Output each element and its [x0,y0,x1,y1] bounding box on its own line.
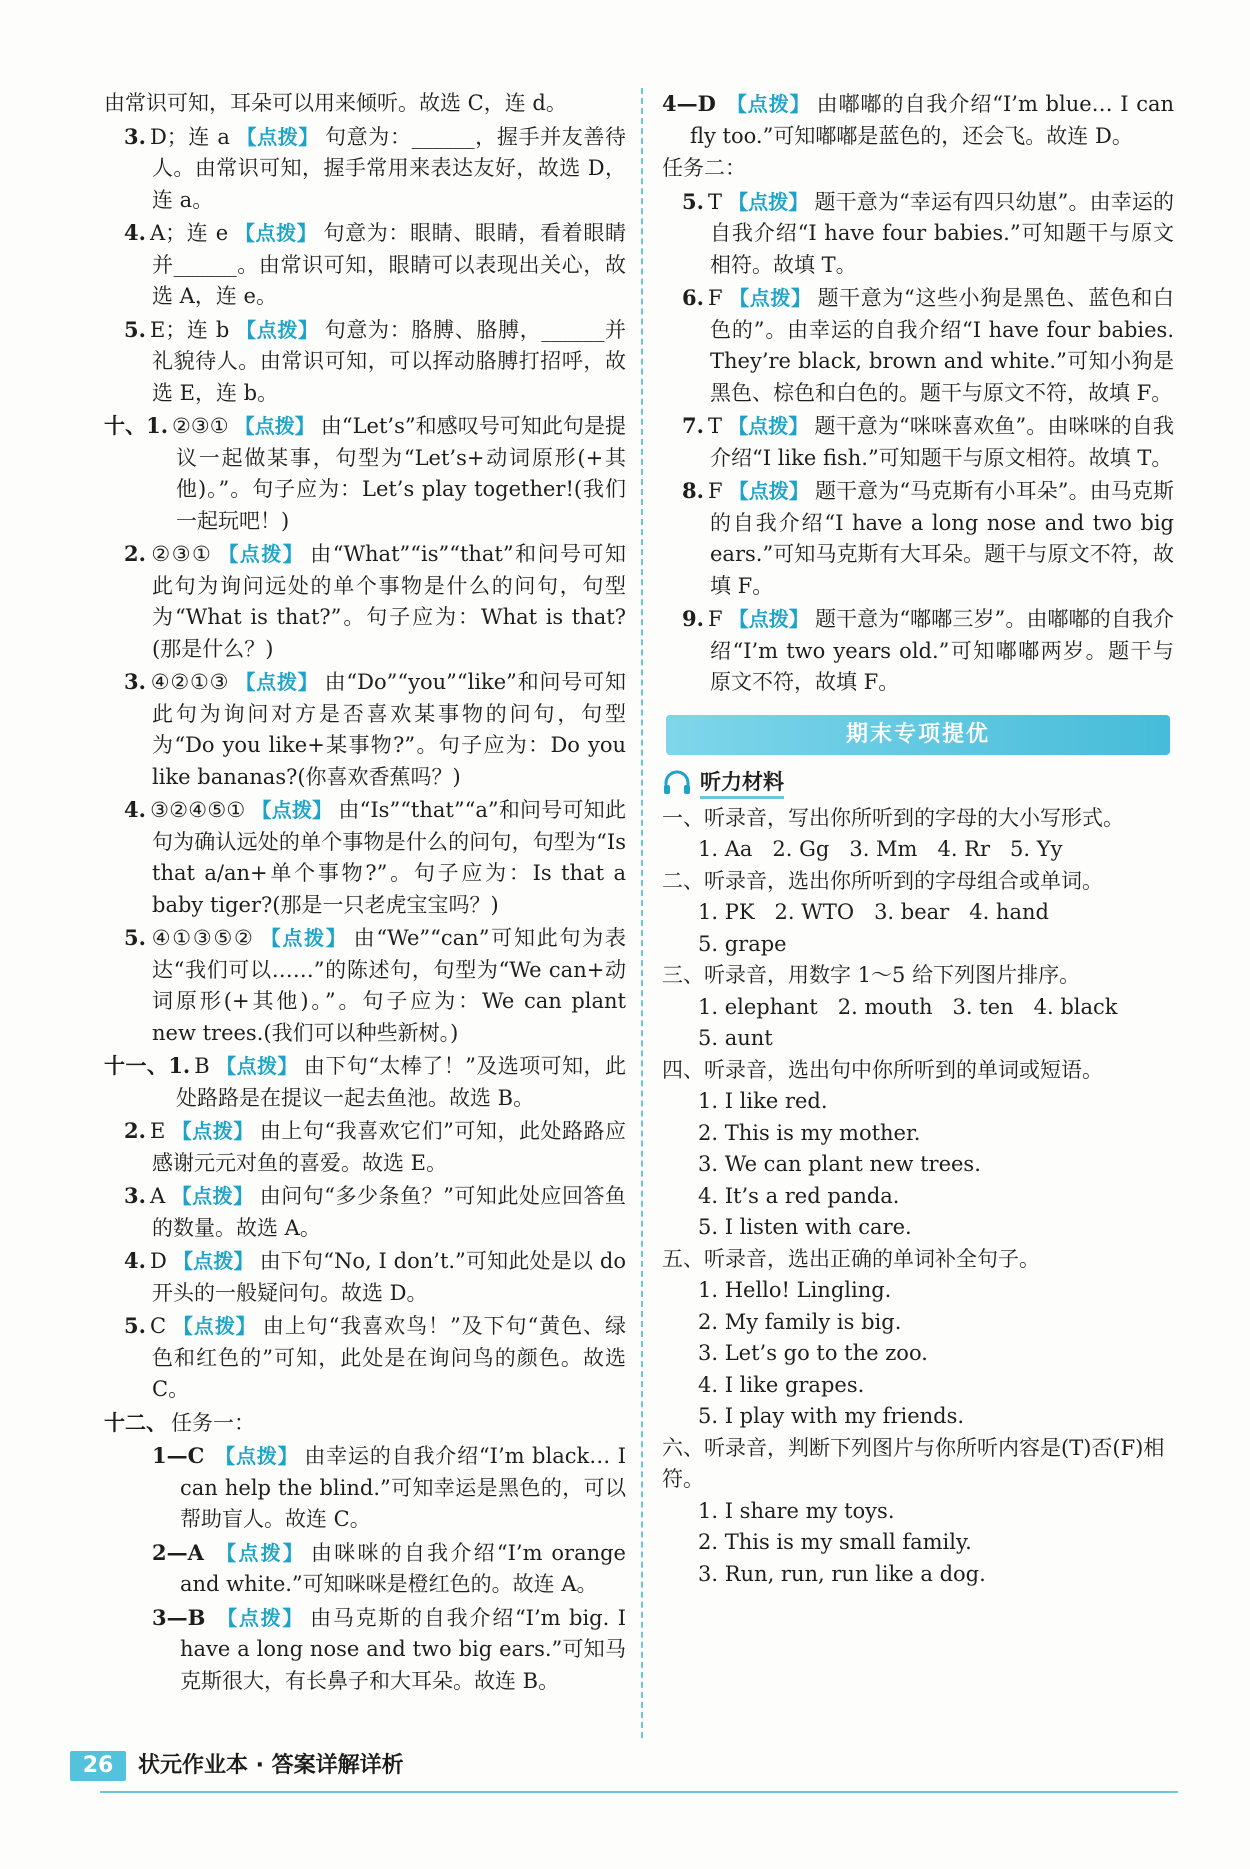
answer-item [682,603,1174,699]
listening-item: 5. I listen with care. [698,1215,912,1239]
answer-choice: 由常识可知，耳朵可以用来倾听。故选 C，连 d。 [104,91,567,115]
listening-item: 1. elephant [698,994,818,1019]
answer-item [682,475,1174,602]
listening-row [698,897,1174,929]
page-number: 26 [70,1751,126,1781]
listening-row [698,1401,1174,1433]
listening-item: 3. Let’s go to the zoo. [698,1341,928,1365]
hint-tag: 【点拨】 [235,317,319,342]
hint-tag: 【点拨】 [215,1054,298,1078]
answer-number: 5. [124,316,146,342]
answer-item [682,282,1174,409]
answer-choice: F [707,607,723,631]
hint-tag: 【点拨】 [171,1184,254,1208]
answer-number: 3. [124,669,146,694]
answer-item [682,186,1174,282]
listening-section-heading: 三、听录音，用数字 1～5 给下列图片排序。 [662,963,1081,987]
listening-section-heading: 一、听录音，写出你所听到的字母的大小写形式。 [662,805,1124,830]
hint-tag: 【点拨】 [727,414,809,438]
answer-number: 5. [124,1313,146,1338]
listening-item: 2. This is my small family. [698,1530,972,1554]
column-divider [641,88,643,1738]
listening-row [698,1496,1174,1528]
answer-item [124,121,626,217]
listening-row [698,1149,1174,1181]
answer-item [662,88,1174,152]
listening-row [698,834,1174,866]
answer-choice: C [149,1314,167,1338]
listening-item: 3. Run, run, run like a dog. [698,1561,986,1586]
answer-explanation: 题干意为“嘟嘟三岁”。由嘟嘟的自我介绍“I’m two years old.”可知嘟嘟两岁。题干与原文不符，故填 F。 [710,607,1175,694]
listening-item: 2. WTO [774,900,855,924]
listening-item: 4. It’s a red panda. [698,1183,900,1208]
answer-choice: ②③① [172,414,229,438]
answer-item [152,1602,626,1698]
headphone-icon [662,770,692,796]
hint-tag: 【点拨】 [234,414,315,438]
answer-item [104,88,626,120]
answer-number: 6. [682,285,704,310]
answer-explanation: 由“What”“is”“that”和问号可知此句为询问远处的单个事物是什么的问句，句型为“What is that?”。句子应为：What is that?(那是什么？) [152,542,626,661]
answer-explanation: 题干意为“幸运有四只幼崽”。由幸运的自我介绍“I have four babies.”可知题干与原文相符。故填 T。 [710,189,1174,277]
hint-tag: 【点拨】 [727,189,809,214]
answer-explanation: 由下句“太棒了！”及选项可知，此处路路是在提议一起去鱼池。故选 B。 [176,1054,626,1110]
listening-row [698,992,1174,1024]
listening-row [698,1370,1174,1402]
answer-number: 9. [682,606,704,631]
answer-explanation: 由“We”“can”可知此句为表达“我们可以……”的陈述句，句型为“We can+动词原形(+其他)。”。句子应为：We can plant new trees.(我们可以种些新树。) [152,926,626,1045]
answer-item [152,1537,626,1601]
right-column [662,88,1174,1590]
listening-row [698,1307,1174,1339]
listening-item: 1. PK [698,900,755,924]
listening-item: 2. mouth [837,994,933,1019]
answer-explanation: 由“Let’s”和感叹号可知此句是提议一起做某事，句型为“Let’s+动词原形(+其他)。”。句子应为：Let’s play together!(我们一起玩吧！) [176,414,626,533]
listening-item: 2. My family is big. [698,1309,902,1334]
hint-tag: 【点拨】 [213,1540,306,1565]
listening-item: 3. Mm [849,837,918,861]
answer-number: 2. [124,541,146,566]
answer-item [682,410,1174,474]
listening-row [698,1527,1174,1559]
listening-section-heading: 二、听录音，选出你所听到的字母组合或单词。 [662,868,1103,893]
listening-row [698,1212,1174,1244]
listening-item: 1. I like red. [698,1089,828,1113]
answer-item [124,922,626,1049]
answer-item [104,1050,626,1114]
listening-row [698,1338,1174,1370]
answer-choice: ③②④⑤① [149,798,246,822]
listening-row [698,1275,1174,1307]
hint-tag: 【点拨】 [728,286,812,310]
hint-tag: 【点拨】 [728,607,809,631]
hint-tag: 【点拨】 [172,1314,257,1338]
hint-tag: 【点拨】 [171,1119,254,1143]
answer-item [104,410,626,537]
answer-number: 十、1. [104,413,169,438]
listening-row [698,1023,1174,1055]
listening-row [698,1559,1174,1591]
listening-item: 1. Aa [698,837,753,861]
book-title: 状元作业本 · 答案详解详析 [138,1753,404,1778]
answer-explanation: 由马克斯的自我介绍“I’m big. I have a long nose and two big ears.”可知马克斯很大，有长鼻子和大耳朵。故连 B。 [180,1605,627,1693]
answer-choice: T [707,189,722,214]
listening-title: 听力材料 [700,766,784,799]
answer-item [152,1440,626,1536]
left-column [104,88,626,1698]
answer-explanation: 句意为：胳膊、胳膊，______并礼貌待人。由常识可知，可以挥动胳膊打招呼，故选 E，连 b。 [152,317,627,405]
answer-choice: 任务二： [662,156,746,180]
hint-tag: 【点拨】 [214,1444,299,1468]
answer-explanation: 由上句“我喜欢它们”可知，此处路路应感谢元元对鱼的喜爱。故选 E。 [152,1119,626,1175]
answer-choice: A；连 e [149,221,229,245]
listening-item: 4. I like grapes. [698,1372,865,1397]
answer-item [124,1310,626,1406]
answer-number: 4. [124,220,146,245]
hint-tag: 【点拨】 [172,1249,254,1273]
listening-item: 2. Gg [772,837,830,861]
answer-number: 5. [682,188,704,214]
answer-item [124,794,626,921]
answer-number: 3. [124,123,146,149]
answer-explanation: 句意为：______，握手并友善待人。由常识可知，握手常用来表达友好，故选 D，连 a。 [152,124,627,212]
answer-item [124,217,626,313]
answer-item [124,666,626,793]
answer-number: 十一、1. [104,1053,191,1078]
listening-section-heading: 六、听录音，判断下列图片与你所听内容是(T)否(F)相符。 [662,1435,1165,1491]
answer-number: 4—D [662,91,716,116]
answer-item [124,314,626,410]
answer-number: 7. [682,413,704,438]
listening-row [698,1118,1174,1150]
answer-item [124,1115,626,1179]
listening-section-heading: 五、听录音，选出正确的单词补全句子。 [662,1246,1040,1271]
listening-row [698,1181,1174,1213]
listening-item: 4. black [1033,994,1118,1019]
listening-item: 3. ten [952,994,1014,1019]
answer-choice: 任务一： [171,1410,255,1435]
answer-choice: F [707,286,723,310]
listening-section-heading: 四、听录音，选出句中你所听到的单词或短语。 [662,1057,1103,1082]
answer-choice: F [707,479,723,503]
right-answers [662,88,1174,699]
footer-rule [100,1791,1178,1793]
listening-item: 3. We can plant new trees. [698,1152,981,1176]
section-banner: 期末专项提优 [666,715,1170,755]
answer-item [104,1407,626,1440]
answer-page [104,88,1174,1738]
answer-choice: E [149,1119,166,1143]
listening-item: 2. This is my mother. [698,1120,921,1145]
answer-choice: B [194,1054,210,1078]
answer-explanation: 由“Do”“you”“like”和问号可知此句为询问对方是否喜欢某事物的问句，句型为“Do you like+某事物?”。句子应为：Do you like bananas?(你喜欢香蕉吗？) [152,670,626,789]
listening-item: 5. I play with my friends. [698,1404,965,1428]
answer-number: 3. [124,1183,146,1208]
answer-explanation: 由幸运的自我介绍“I’m black… I can help the blind.”可知幸运是黑色的，可以帮助盲人。故连 C。 [180,1444,626,1531]
answer-explanation: 由上句“我喜欢鸟！”及下句“黄色、绿色和红色的”可知，此处是在询问鸟的颜色。故选 C。 [152,1314,627,1401]
answer-number: 8. [682,478,704,503]
answer-choice: D [149,1249,167,1273]
hint-tag: 【点拨】 [215,1605,305,1630]
hint-tag: 【点拨】 [725,92,811,116]
answer-number: 1—C [152,1443,205,1468]
answer-item [124,538,626,665]
hint-tag: 【点拨】 [728,479,809,503]
answer-number: 2—A [152,1539,204,1565]
answer-choice: ④①③⑤② [149,926,255,950]
answer-number: 4. [124,1248,146,1273]
answer-explanation: 题干意为“这些小狗是黑色、蓝色和白色的”。由幸运的自我介绍“I have four babies. They’re black, brown and white.”可知小狗是黑色、棕色和白色的。题干与原文不符，故填 F。 [710,286,1175,405]
answer-explanation: 由问句“多少条鱼？”可知此处应回答鱼的数量。故选 A。 [152,1184,626,1240]
answer-explanation: 句意为：眼睛、眼睛，看着眼睛并______。由常识可知，眼睛可以表现出关心，故选 A，连 e。 [152,221,626,308]
hint-tag: 【点拨】 [251,798,333,822]
answer-choice: T [707,414,722,438]
listening-item: 5. Yy [1010,837,1063,861]
listening-row [698,1086,1174,1118]
answer-number: 4. [124,797,146,822]
listening-heading [662,767,1174,799]
answer-explanation: 由咪咪的自我介绍“I’m orange and white.”可知咪咪是橙红色的。故连 A。 [180,1540,626,1596]
answer-number: 2. [124,1118,146,1143]
listening-row [698,929,1174,961]
answer-explanation: 题干意为“马克斯有小耳朵”。由马克斯的自我介绍“I have a long nose and two big ears.”可知马克斯有大耳朵。题干与原文不符，故填 F。 [710,479,1175,598]
hint-tag: 【点拨】 [235,670,319,694]
listening-item: 1. Hello! Lingling. [698,1278,892,1302]
hint-tag: 【点拨】 [235,124,320,149]
listening-material [662,803,1174,1591]
hint-tag: 【点拨】 [260,926,348,950]
hint-tag: 【点拨】 [234,221,318,245]
listening-item: 4. Rr [937,837,991,861]
answer-explanation: 由嘟嘟的自我介绍“I’m blue… I can fly too.”可知嘟嘟是蓝色的，还会飞。故连 D。 [690,92,1175,148]
answer-explanation: 题干意为“咪咪喜欢鱼”。由咪咪的自我介绍“I like fish.”可知题干与原文相符。故填 T。 [710,414,1174,470]
answer-choice: ④②①③ [149,670,230,694]
answer-item [124,1245,626,1309]
answer-number: 3—B [152,1604,206,1630]
listening-item: 5. grape [698,931,787,956]
listening-item: 1. I share my toys. [698,1498,895,1523]
answer-item [124,1180,626,1244]
page-footer [70,1751,1180,1791]
answer-item [662,153,1174,185]
hint-tag: 【点拨】 [218,542,305,566]
listening-item: 5. aunt [698,1026,773,1050]
answer-choice: D；连 a [149,124,230,149]
answer-explanation: 由下句“No, I don’t.”可知此处是以 do 开头的一般疑问句。故选 D。 [152,1249,626,1305]
answer-choice: A [149,1184,166,1208]
answer-choice: ②③① [149,542,213,566]
listening-item: 4. hand [969,900,1049,924]
answer-explanation: 由“Is”“that”“a”和问号可知此句为确认远处的单个事物是什么的问句，句型为“Is that a/an+单个事物?”。句子应为：Is that a baby tiger?(那是一只老虎宝宝吗？) [152,798,626,917]
answer-number: 十二、 [104,1409,167,1435]
listening-item: 3. bear [874,900,950,924]
answer-number: 5. [124,925,146,950]
answer-choice: E；连 b [149,317,230,342]
